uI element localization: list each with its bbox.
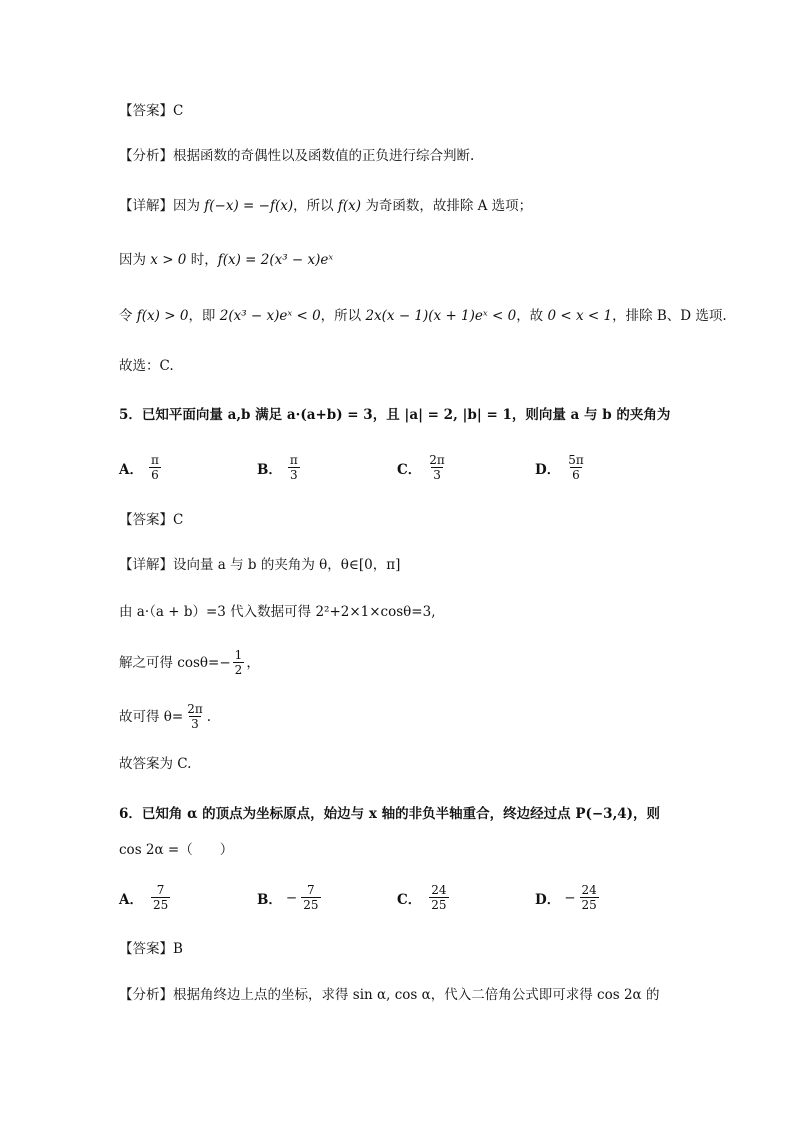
detail-line-condition <box>119 250 333 270</box>
option-label: D． <box>535 891 561 908</box>
q6-option-a <box>119 883 172 912</box>
q6-option-b <box>257 883 323 912</box>
text-segment: ，所以 <box>320 308 366 324</box>
sign: − <box>285 889 298 906</box>
option-label: D． <box>535 461 561 478</box>
q6-option-d <box>535 883 601 912</box>
question-6-stem: 6．已知角 α 的顶点为坐标原点，始边与 x 轴的非负半轴重合，终边经过点 P(−3,4)，则 <box>119 806 661 822</box>
conclusion-line-5: 故答案为 C. <box>119 756 192 772</box>
text-segment: 因为 <box>119 252 151 268</box>
option-label: B． <box>257 461 282 478</box>
text-segment: 时， <box>186 252 218 268</box>
fraction-denominator: 25 <box>581 898 597 912</box>
math-expression: 0 < x < 1 <box>547 308 613 324</box>
fraction <box>149 453 161 482</box>
fraction-denominator: 25 <box>152 898 169 912</box>
q5-option-a <box>119 453 163 482</box>
text-segment: 令 <box>119 308 137 324</box>
fraction-numerator: 1 <box>234 648 243 662</box>
question-6-stem-cont: cos 2α =（ ） <box>119 842 234 858</box>
math-expression: f(x) > 0 <box>136 308 189 324</box>
option-label: B． <box>257 891 282 908</box>
text-segment: 为奇函数，故排除 A 选项； <box>361 198 533 214</box>
fraction <box>427 453 447 482</box>
detail-line-5d <box>119 702 211 731</box>
fraction-denominator: 6 <box>572 468 580 482</box>
text-segment: 【详解】因为 <box>119 198 205 214</box>
text-segment: ，排除 B、D 选项. <box>612 308 727 324</box>
answer-line-6: 【答案】B <box>119 941 183 957</box>
detail-line-5b: 由 a·（a + b）=3 代入数据可得 2²+2×1×cosθ=3, <box>119 604 436 620</box>
sign: − <box>564 889 576 906</box>
analysis-line-4: 【分析】根据函数的奇偶性以及函数值的正负进行综合判断. <box>119 148 475 164</box>
fraction-numerator: 5π <box>568 453 584 467</box>
fraction <box>151 883 170 912</box>
fraction-denominator: 6 <box>151 468 159 482</box>
detail-line-5: 【详解】设向量 a 与 b 的夹角为 θ，θ∈[0，π] <box>119 557 401 573</box>
option-label: C． <box>397 891 422 908</box>
fraction <box>429 883 448 912</box>
q5-option-d <box>535 453 588 482</box>
option-label: A． <box>119 891 143 908</box>
fraction-numerator: 7 <box>156 883 165 897</box>
detail-line-sign <box>119 306 727 326</box>
text-segment: ， <box>246 654 260 671</box>
fraction-numerator: 24 <box>431 883 447 897</box>
q6-option-c <box>397 883 451 912</box>
q5-option-c <box>397 453 449 482</box>
fraction <box>185 702 205 731</box>
fraction-denominator: 25 <box>431 898 447 912</box>
fraction-denominator: 25 <box>303 898 319 912</box>
answer-line-4: 【答案】C <box>119 103 184 119</box>
question-5-stem: 5．已知平面向量 a,b 满足 a·(a+b) = 3，且 |a| = 2, |b| = 1，则向量 a 与 b 的夹角为 <box>119 407 671 423</box>
fraction <box>566 453 586 482</box>
math-expression: f(−x) = −f(x) <box>204 198 294 214</box>
fraction-numerator: 2π <box>429 453 445 467</box>
text-segment: ，所以 <box>293 198 338 214</box>
math-expression: f(x) <box>337 198 362 214</box>
fraction-denominator: 3 <box>290 468 298 482</box>
option-label: A． <box>119 461 143 478</box>
fraction <box>301 883 320 912</box>
fraction <box>580 883 599 912</box>
fraction-denominator: 3 <box>191 717 199 731</box>
fraction-numerator: π <box>150 453 159 467</box>
math-expression: 2x(x − 1)(x + 1)eˣ < 0 <box>365 308 517 324</box>
answer-line-5: 【答案】C <box>119 512 184 528</box>
text-segment: ，故 <box>516 308 548 324</box>
text-segment: 故可得 θ= <box>119 708 184 725</box>
fraction-denominator: 2 <box>234 663 243 677</box>
math-expression: f(x) = 2(x³ − x)eˣ <box>217 252 334 268</box>
fraction <box>288 453 300 482</box>
fraction-numerator: 24 <box>581 883 597 897</box>
option-label: C． <box>397 461 422 478</box>
text-segment: ，即 <box>188 308 220 324</box>
q5-option-b <box>257 453 302 482</box>
fraction <box>233 648 245 677</box>
analysis-line-6: 【分析】根据角终边上点的坐标，求得 sin α, cos α，代入二倍角公式即可求得 cos 2α 的 <box>119 987 660 1003</box>
fraction-numerator: 7 <box>307 883 315 897</box>
fraction-numerator: π <box>289 453 298 467</box>
detail-line-4 <box>119 196 532 216</box>
fraction-numerator: 2π <box>187 702 203 716</box>
text-segment: . <box>206 708 212 725</box>
text-segment: 解之可得 cosθ=− <box>119 654 231 671</box>
choice-line-4: 故选：C. <box>119 358 174 374</box>
fraction-denominator: 3 <box>433 468 441 482</box>
detail-line-5c <box>119 648 260 677</box>
math-expression: x > 0 <box>150 252 187 268</box>
math-expression: 2(x³ − x)eˣ < 0 <box>219 308 321 324</box>
